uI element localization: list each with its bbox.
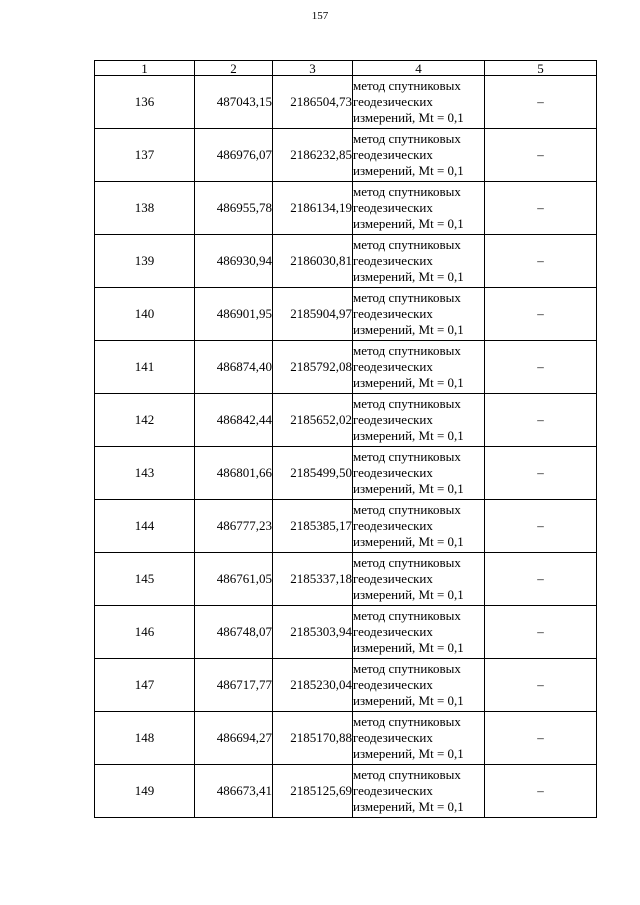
table-row bbox=[95, 235, 597, 288]
method-line: измерений, Mt = 0,1 bbox=[353, 428, 464, 443]
point-number-cell: 144 bbox=[95, 500, 195, 553]
point-number-cell: 141 bbox=[95, 341, 195, 394]
table-row bbox=[95, 500, 597, 553]
method-line: геодезических bbox=[353, 306, 433, 321]
method-line: измерений, Mt = 0,1 bbox=[353, 322, 464, 337]
method-line: метод спутниковых bbox=[353, 449, 461, 464]
method-line: метод спутниковых bbox=[353, 78, 461, 93]
note-cell: – bbox=[485, 235, 597, 288]
method-line: измерений, Mt = 0,1 bbox=[353, 587, 464, 602]
method-cell bbox=[353, 712, 485, 765]
point-number-cell: 138 bbox=[95, 182, 195, 235]
method-line: геодезических bbox=[353, 200, 433, 215]
note-cell: – bbox=[485, 394, 597, 447]
y-coordinate-cell: 2185125,69 bbox=[273, 765, 353, 818]
y-coordinate-cell: 2186134,19 bbox=[273, 182, 353, 235]
method-line: геодезических bbox=[353, 359, 433, 374]
method-line: измерений, Mt = 0,1 bbox=[353, 534, 464, 549]
x-coordinate-cell: 486874,40 bbox=[195, 341, 273, 394]
point-number-cell: 146 bbox=[95, 606, 195, 659]
method-line: геодезических bbox=[353, 412, 433, 427]
note-cell: – bbox=[485, 606, 597, 659]
method-line: метод спутниковых bbox=[353, 555, 461, 570]
x-coordinate-cell: 486673,41 bbox=[195, 765, 273, 818]
method-cell bbox=[353, 553, 485, 606]
x-coordinate-cell: 487043,15 bbox=[195, 76, 273, 129]
point-number-cell: 142 bbox=[95, 394, 195, 447]
x-coordinate-cell: 486842,44 bbox=[195, 394, 273, 447]
method-line: метод спутниковых bbox=[353, 184, 461, 199]
method-line: метод спутниковых bbox=[353, 290, 461, 305]
method-line: метод спутниковых bbox=[353, 661, 461, 676]
point-number-cell: 147 bbox=[95, 659, 195, 712]
method-cell bbox=[353, 76, 485, 129]
page-number: 157 bbox=[311, 10, 329, 22]
point-number-cell: 145 bbox=[95, 553, 195, 606]
note-cell: – bbox=[485, 288, 597, 341]
method-line: измерений, Mt = 0,1 bbox=[353, 693, 464, 708]
method-cell bbox=[353, 394, 485, 447]
note-cell: – bbox=[485, 553, 597, 606]
table-row bbox=[95, 288, 597, 341]
method-line: геодезических bbox=[353, 465, 433, 480]
note-cell: – bbox=[485, 129, 597, 182]
y-coordinate-cell: 2185904,97 bbox=[273, 288, 353, 341]
header-col-3: 3 bbox=[273, 61, 353, 76]
x-coordinate-cell: 486976,07 bbox=[195, 129, 273, 182]
y-coordinate-cell: 2185385,17 bbox=[273, 500, 353, 553]
note-cell: – bbox=[485, 659, 597, 712]
method-cell bbox=[353, 606, 485, 659]
method-line: геодезических bbox=[353, 147, 433, 162]
method-line: измерений, Mt = 0,1 bbox=[353, 799, 464, 814]
point-number-cell: 143 bbox=[95, 447, 195, 500]
method-cell bbox=[353, 447, 485, 500]
note-cell: – bbox=[485, 182, 597, 235]
y-coordinate-cell: 2186232,85 bbox=[273, 129, 353, 182]
point-number-cell: 137 bbox=[95, 129, 195, 182]
method-line: метод спутниковых bbox=[353, 131, 461, 146]
x-coordinate-cell: 486717,77 bbox=[195, 659, 273, 712]
y-coordinate-cell: 2185230,04 bbox=[273, 659, 353, 712]
method-line: измерений, Mt = 0,1 bbox=[353, 216, 464, 231]
y-coordinate-cell: 2186030,81 bbox=[273, 235, 353, 288]
method-line: измерений, Mt = 0,1 bbox=[353, 481, 464, 496]
table-body bbox=[95, 76, 597, 818]
table-row bbox=[95, 394, 597, 447]
x-coordinate-cell: 486801,66 bbox=[195, 447, 273, 500]
method-line: измерений, Mt = 0,1 bbox=[353, 110, 464, 125]
table-row bbox=[95, 712, 597, 765]
method-line: геодезических bbox=[353, 518, 433, 533]
method-line: метод спутниковых bbox=[353, 237, 461, 252]
note-cell: – bbox=[485, 712, 597, 765]
header-row bbox=[95, 61, 597, 76]
y-coordinate-cell: 2185303,94 bbox=[273, 606, 353, 659]
x-coordinate-cell: 486901,95 bbox=[195, 288, 273, 341]
y-coordinate-cell: 2186504,73 bbox=[273, 76, 353, 129]
method-cell bbox=[353, 182, 485, 235]
header-col-4: 4 bbox=[353, 61, 485, 76]
note-cell: – bbox=[485, 765, 597, 818]
method-line: метод спутниковых bbox=[353, 343, 461, 358]
method-cell bbox=[353, 341, 485, 394]
method-line: метод спутниковых bbox=[353, 767, 461, 782]
x-coordinate-cell: 486930,94 bbox=[195, 235, 273, 288]
method-line: геодезических bbox=[353, 730, 433, 745]
table-row bbox=[95, 129, 597, 182]
point-number-cell: 149 bbox=[95, 765, 195, 818]
method-line: метод спутниковых bbox=[353, 396, 461, 411]
method-line: геодезических bbox=[353, 253, 433, 268]
note-cell: – bbox=[485, 500, 597, 553]
point-number-cell: 136 bbox=[95, 76, 195, 129]
table-row bbox=[95, 182, 597, 235]
x-coordinate-cell: 486761,05 bbox=[195, 553, 273, 606]
method-cell bbox=[353, 659, 485, 712]
method-line: измерений, Mt = 0,1 bbox=[353, 746, 464, 761]
point-number-cell: 140 bbox=[95, 288, 195, 341]
y-coordinate-cell: 2185652,02 bbox=[273, 394, 353, 447]
method-line: метод спутниковых bbox=[353, 502, 461, 517]
y-coordinate-cell: 2185337,18 bbox=[273, 553, 353, 606]
y-coordinate-cell: 2185170,88 bbox=[273, 712, 353, 765]
method-line: геодезических bbox=[353, 783, 433, 798]
method-cell bbox=[353, 288, 485, 341]
x-coordinate-cell: 486777,23 bbox=[195, 500, 273, 553]
table-row bbox=[95, 553, 597, 606]
method-line: геодезических bbox=[353, 571, 433, 586]
method-cell bbox=[353, 765, 485, 818]
point-number-cell: 139 bbox=[95, 235, 195, 288]
method-line: метод спутниковых bbox=[353, 714, 461, 729]
method-line: геодезических bbox=[353, 94, 433, 109]
method-cell bbox=[353, 500, 485, 553]
table-row bbox=[95, 447, 597, 500]
y-coordinate-cell: 2185499,50 bbox=[273, 447, 353, 500]
method-line: измерений, Mt = 0,1 bbox=[353, 375, 464, 390]
note-cell: – bbox=[485, 341, 597, 394]
x-coordinate-cell: 486694,27 bbox=[195, 712, 273, 765]
note-cell: – bbox=[485, 76, 597, 129]
table-row bbox=[95, 606, 597, 659]
table-row bbox=[95, 341, 597, 394]
method-cell bbox=[353, 129, 485, 182]
method-line: измерений, Mt = 0,1 bbox=[353, 269, 464, 284]
method-line: измерений, Mt = 0,1 bbox=[353, 640, 464, 655]
header-col-1: 1 bbox=[95, 61, 195, 76]
table-row bbox=[95, 76, 597, 129]
method-cell bbox=[353, 235, 485, 288]
method-line: метод спутниковых bbox=[353, 608, 461, 623]
header-col-5: 5 bbox=[485, 61, 597, 76]
header-col-2: 2 bbox=[195, 61, 273, 76]
method-line: геодезических bbox=[353, 677, 433, 692]
point-number-cell: 148 bbox=[95, 712, 195, 765]
table-row bbox=[95, 765, 597, 818]
x-coordinate-cell: 486748,07 bbox=[195, 606, 273, 659]
note-cell: – bbox=[485, 447, 597, 500]
table-row bbox=[95, 659, 597, 712]
table-header bbox=[95, 61, 597, 76]
method-line: измерений, Mt = 0,1 bbox=[353, 163, 464, 178]
method-line: геодезических bbox=[353, 624, 433, 639]
x-coordinate-cell: 486955,78 bbox=[195, 182, 273, 235]
coordinates-table bbox=[94, 60, 597, 818]
y-coordinate-cell: 2185792,08 bbox=[273, 341, 353, 394]
